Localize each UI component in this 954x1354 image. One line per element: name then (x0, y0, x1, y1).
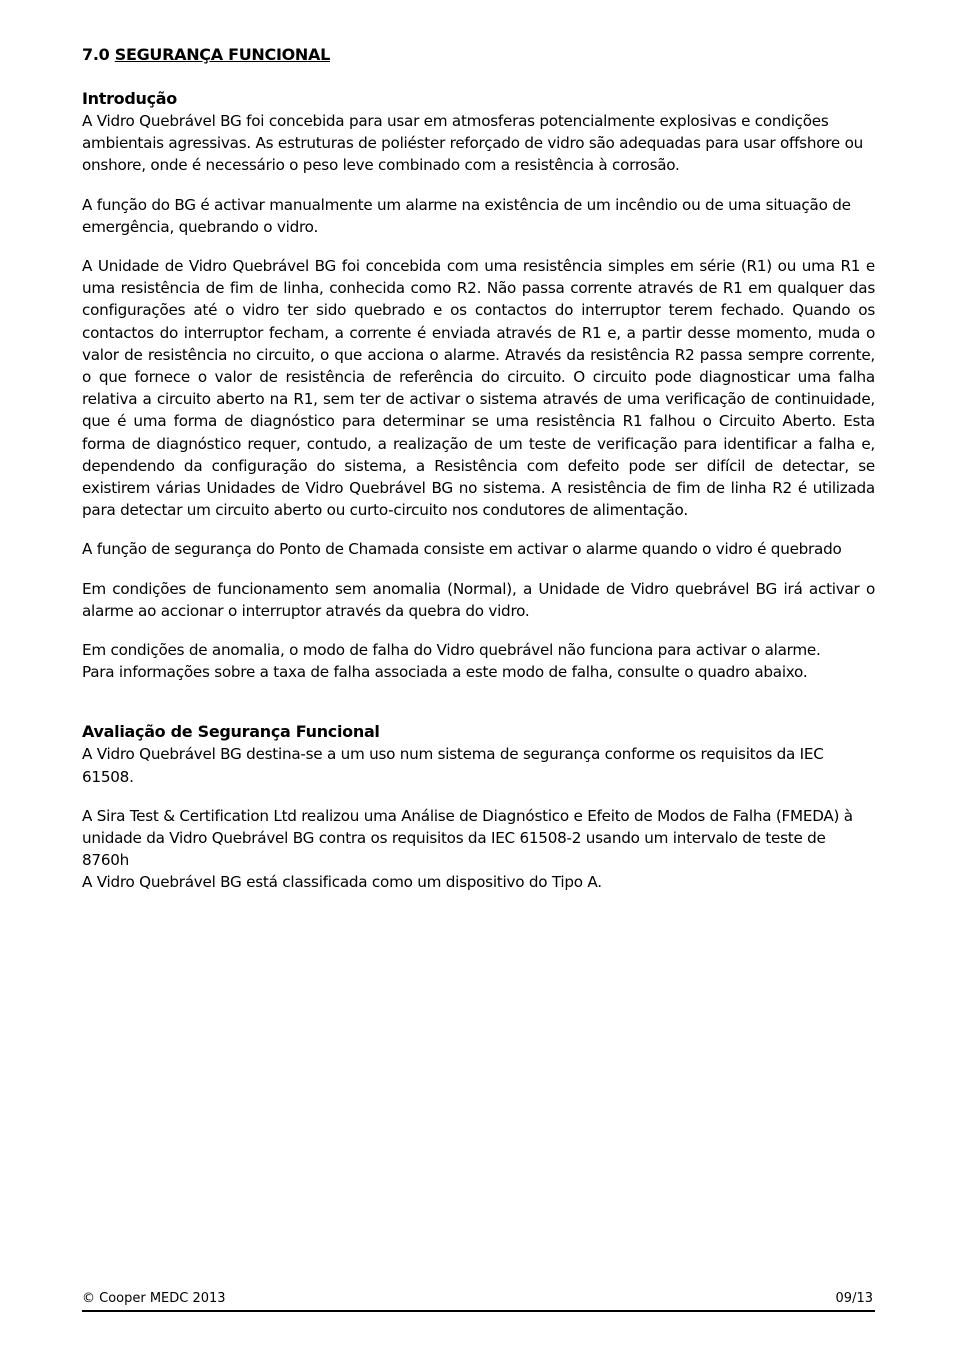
section-number: 7.0 (82, 45, 110, 64)
footer-date: 09/13 (835, 1291, 873, 1306)
intro-paragraph-6-line-2: Para informações sobre a taxa de falha associada a este modo de falha, consulte o quadro abaixo. (82, 663, 808, 682)
assessment-heading: Avaliação de Segurança Funcional (82, 722, 380, 742)
intro-paragraph-5: Em condições de funcionamento sem anomalia (Normal), a Unidade de Vidro quebrável BG irá activar o alarme ao accionar o interruptor através da quebra do vidro. (82, 579, 875, 620)
document-page (82, 44, 875, 894)
intro-paragraph-3: A Unidade de Vidro Quebrável BG foi concebida com uma resistência simples em série (R1) ou uma R1 e uma resistência de fim de linha, conhecida como R2. Não passa corrente através de R1 em qualquer das configurações até o vidro ter sido quebrado e os contactos do interruptor terem fechado. Quando os contactos do interruptor fecham, a corrente é enviada através de R1 e, a partir desse momento, muda o valor de resistência no circuito, o que acciona o alarme. Através da resistência R2 passa sempre corrente, o que fornece o valor de resistência de referência do circuito. O circuito pode diagnosticar uma falha relativa a circuito aberto na R1, sem ter de activar o sistema através de uma verificação de continuidade, que é uma forma de diagnóstico para determinar se uma resistência R1 falhou o Circuito Aberto. Esta forma de diagnóstico requer, contudo, a realização de um teste de verificação para identificar a falha e, dependendo da configuração do sistema, a Resistência com defeito pode ser difícil de detectar, se existirem várias Unidades de Vidro Quebrável BG no sistema. A resistência de fim de linha R2 é utilizada para detectar um circuito aberto ou curto-circuito nos condutores de alimentação. (82, 257, 875, 520)
intro-paragraph-1: A Vidro Quebrável BG foi concebida para usar em atmosferas potencialmente explosivas e condições ambientais agressivas. As estruturas de poliéster reforçado de vidro são adequadas para usar offshore ou onshore, onde é necessário o peso leve combinado com a resistência à corrosão. (82, 112, 864, 175)
section-title-text: SEGURANÇA FUNCIONAL (114, 45, 330, 64)
intro-paragraph-2: A função do BG é activar manualmente um alarme na existência de um incêndio ou de uma situação de emergência, quebrando o vidro. (82, 195, 851, 236)
assessment-paragraph-3: A Vidro Quebrável BG está classificada como um dispositivo do Tipo A. (82, 873, 602, 892)
section-title (82, 44, 875, 66)
intro-heading: Introdução (82, 89, 177, 108)
page-footer (82, 1290, 875, 1312)
footer-copyright: © Cooper MEDC 2013 (82, 1291, 226, 1306)
intro-paragraph-4: A função de segurança do Ponto de Chamada consiste em activar o alarme quando o vidro é quebrado (82, 540, 842, 559)
intro-paragraph-6-line-1: Em condições de anomalia, o modo de falha do Vidro quebrável não funciona para activar o alarme. (82, 641, 821, 660)
assessment-paragraph-2: A Sira Test & Certification Ltd realizou uma Análise de Diagnóstico e Efeito de Modos de Falha (FMEDA) à unidade da Vidro Quebrável BG contra os requisitos da IEC 61508-2 usando um intervalo de teste de 8760h (82, 806, 853, 870)
assessment-paragraph-1: A Vidro Quebrável BG destina-se a um uso num sistema de segurança conforme os requisitos da IEC 61508. (82, 745, 824, 786)
